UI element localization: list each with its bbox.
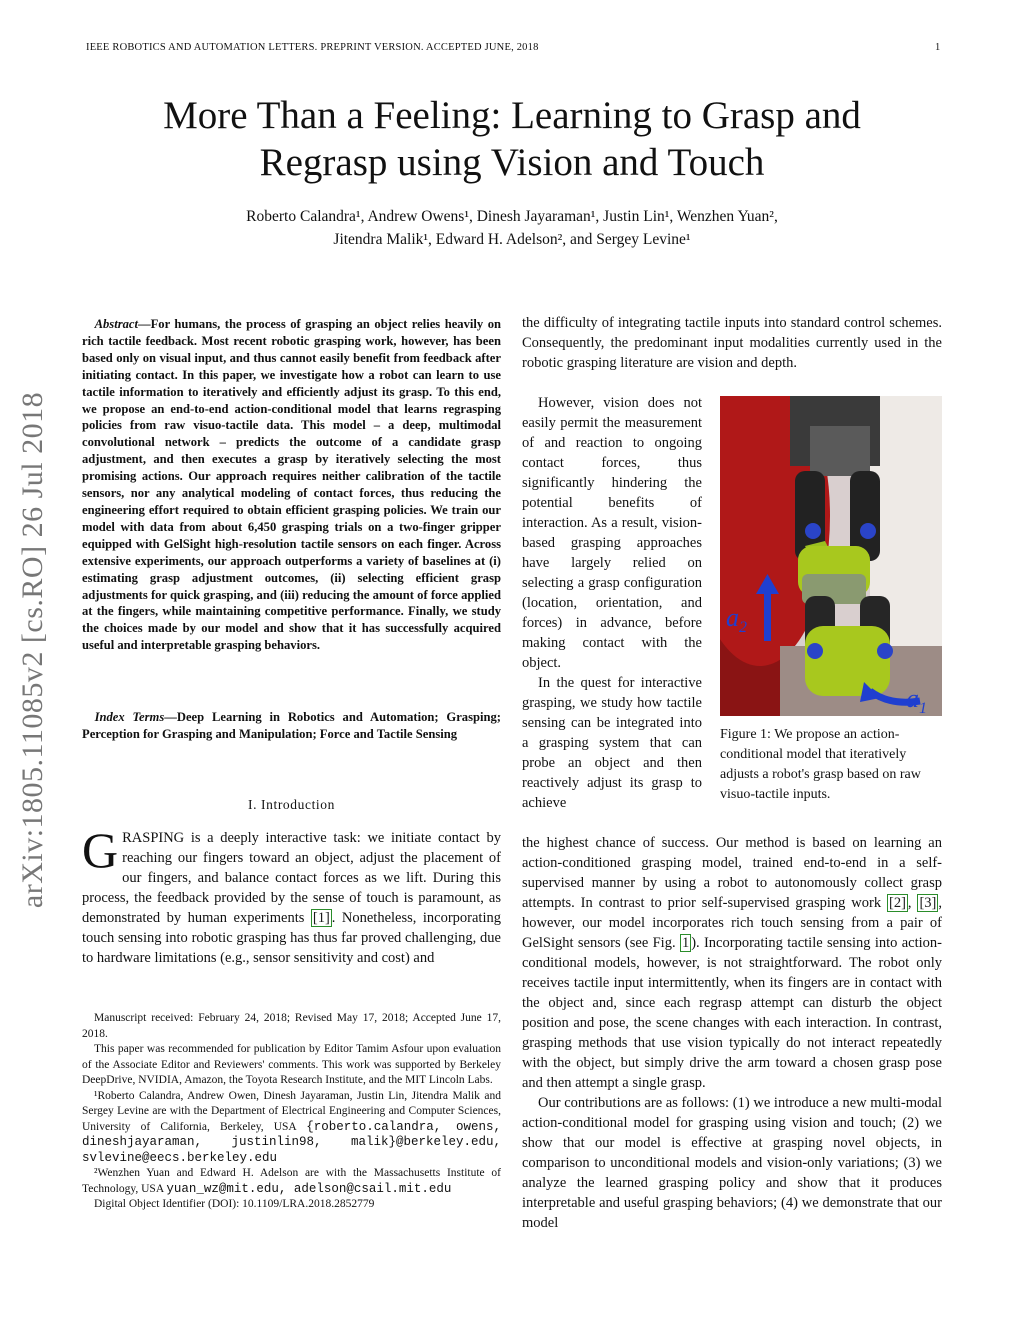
- email-list-1[interactable]: {roberto.calandra, owens, dineshjayaraman, justinlin98, malik}@berkeley.edu, svlevine@eecs.berkeley.edu: [82, 1119, 502, 1165]
- affiliation-2-text: ²Wenzhen Yuan and Edward H. Adelson are with the Massachusetts Institute of Technology, USA: [82, 1167, 501, 1195]
- action-label-a1: [906, 684, 927, 716]
- figure-robot-gripper: [720, 396, 942, 716]
- footnotes: [82, 1011, 501, 1213]
- index-terms-label: Index Terms: [94, 710, 165, 724]
- paper-title: [60, 92, 964, 186]
- footnote-affiliation-2: [82, 1166, 501, 1197]
- a1-letter: a: [906, 684, 919, 713]
- narrow-paragraph-2: In the quest for interactive grasping, we study how tactile sensing can be integrated into a grasping system that can probe an object and then reactively adjust its grasp to achieve: [522, 675, 702, 811]
- footnote-recommended: This paper was recommended for publication by Editor Tamim Asfour upon evaluation of the Associate Editor and Reviewers' comments. This work was supported by Berkeley DeepDrive, NVIDIA, Amazon, the Toyota Research Institute, and the MIT Lincoln Labs.: [82, 1043, 501, 1086]
- bottom-text-a: the highest chance of success. Our method is based on learning an action-conditioned grasping model, trained end-to-end in a self-supervised manner by using a robot to autonomously collect grasp attempts. In contrast to prior self-supervised grasping work: [522, 835, 942, 911]
- right-column-narrow: [522, 393, 702, 813]
- figure-reference-link[interactable]: 1: [681, 935, 690, 951]
- footnote-affiliation-1: [82, 1089, 501, 1167]
- abstract: [82, 316, 501, 654]
- index-terms-text: —Deep Learning in Robotics and Automation; Grasping; Perception for Grasping and Manipulation; Force and Tactile Sensing: [82, 710, 501, 741]
- robot-gripper-illustration: [720, 396, 942, 716]
- bottom-paragraph-1: [522, 833, 942, 1093]
- figure-caption: Figure 1: We propose an action-conditional model that iteratively adjusts a robot's grasp based on raw visuo-tactile inputs.: [720, 727, 921, 802]
- right-column-top: the difficulty of integrating tactile inputs into standard control schemes. Consequently, the predominant input modalities currently used in the robotic grasping literature are vision and depth.: [522, 315, 942, 371]
- author-list: [60, 205, 964, 251]
- citation-link[interactable]: [2]: [889, 895, 906, 911]
- bottom-paragraph-2: Our contributions are as follows: (1) we introduce a new multi-modal action-conditional model for grasping using vision and touch; (2) we show that our model is effective at grasping novel objects, in comparison to unconditional models and vision-only variations; (3) we analyze the learned grasping policy and show that it produces interpretable and useful grasping behaviors; (4) we demonstrate that our model: [522, 1095, 942, 1231]
- abstract-label: Abstract: [94, 317, 138, 331]
- right-column-bottom: [522, 833, 942, 1233]
- title-line-2: Regrasp using Vision and Touch: [259, 141, 765, 184]
- footnote-received: Manuscript received: February 24, 2018; Revised May 17, 2018; Accepted June 17, 2018.: [82, 1012, 501, 1040]
- authors-line-2: Jitendra Malik¹, Edward H. Adelson², and Sergey Levine¹: [333, 231, 691, 248]
- bottom-text-c: ). Incorporating tactile sensing into action-conditional models, however, is not straightforward. The robot only receives tactile input intermittently, when its fingers are in contact with the object and, since each regrasp attempt can disturb the object position and pose, the scene changes with each interaction. In contrast, grasping methods that use vision typically do not interact repeatedly with the object, but simply drive the arm toward a chosen grasp pose and then attempt a single grasp.: [522, 935, 943, 1091]
- citation-link[interactable]: [3]: [919, 895, 937, 911]
- abstract-text: —For humans, the process of grasping an object relies heavily on rich tactile feedback. Most recent robotic grasping work, however, has been based only on visual input, and thus cannot easily benefit from feedback after initiating contact. In this paper, we investigate how a robot can learn to use tactile information to iteratively and efficiently adjust its grasp. To this end, we propose an end-to-end action-conditional model that learns regrasping policies from raw visuo-tactile data. This model – a deep, multimodal convolutional network – predicts the outcome of a candidate grasp adjustment, and then executes a grasp by iteratively selecting the most promising actions. Our approach requires neither calibration of the tactile sensors, nor any analytical modeling of contact forces, thus reducing the engineering effort required to obtain efficient grasping policies. We train our model with data from about 6,450 grasping trials on a two-finger gripper equipped with GelSight high-resolution tactile sensors on each finger. Across extensive experiments, our approach outperforms a variety of baselines at (i) estimating grasp adjustment outcomes, (ii) selecting efficient grasp adjustments for quick grasping, and (iii) reducing the amount of force applied at the fingers, while maintaining competitive performance. Finally, we study the choices made by our model and show that it has successfully acquired useful and interpretable grasping behaviors.: [82, 317, 501, 653]
- affiliation-1-text: ¹Roberto Calandra, Andrew Owen, Dinesh Jayaraman, Justin Lin, Jitendra Malik and Sergey Levine are with the Department of Electrical Engineering and Computer Sciences, University of California, Berkeley, USA: [82, 1089, 501, 1133]
- footnote-doi: Digital Object Identifier (DOI): 10.1109/LRA.2018.2852779: [94, 1198, 375, 1210]
- dropcap: G: [82, 822, 119, 878]
- intro-text-a: RASPING is a deeply interactive task: we initiate contact by reaching our fingers toward an object, adjust the placement of our fingers, and balance contact forces as we lift. During this process, the feedback provided by the sense of touch is paramount, as demonstrated by human experiments: [82, 830, 501, 926]
- intro-paragraph: [82, 822, 501, 968]
- action-label-a2: [726, 603, 747, 637]
- arxiv-stamp: [18, 365, 48, 935]
- citation-separator: ,: [907, 895, 918, 911]
- page-number: 1: [935, 42, 941, 53]
- email-list-2[interactable]: yuan_wz@mit.edu, adelson@csail.mit.edu: [166, 1181, 452, 1196]
- intro-text-b: . Nonetheless, incorporating touch sensing into robotic grasping has thus far proved challenging, due to hardware limitations (e.g., sensor sensitivity and cost) and: [82, 910, 501, 966]
- a2-letter: a: [726, 603, 739, 632]
- a2-subscript: 2: [739, 619, 747, 637]
- arxiv-id: arXiv:1805.11085v2 [cs.RO] 26 Jul 2018: [16, 391, 49, 909]
- authors-line-1: Roberto Calandra¹, Andrew Owens¹, Dinesh Jayaraman¹, Justin Lin¹, Wenzhen Yuan²,: [246, 208, 778, 225]
- citation-link[interactable]: [1]: [312, 910, 330, 926]
- title-line-1: More Than a Feeling: Learning to Grasp and: [163, 94, 861, 137]
- running-header: IEEE ROBOTICS AND AUTOMATION LETTERS. PREPRINT VERSION. ACCEPTED JUNE, 2018: [86, 42, 539, 53]
- a1-subscript: 1: [919, 700, 927, 716]
- index-terms: [82, 709, 501, 743]
- bottom-text-b: , however, our model incorporates rich touch sensing from a pair of GelSight sensors (see Fig.: [522, 895, 943, 951]
- narrow-paragraph-1: However, vision does not easily permit the measurement of and reaction to ongoing contact forces, thus significantly hindering the potential benefits of interaction. As a result, vision-based grasping approaches have largely relied on selecting a grasp configuration (location, orientation, and forces) in advance, before making contact with the object.: [522, 395, 702, 671]
- section-heading: I. Introduction: [248, 797, 335, 812]
